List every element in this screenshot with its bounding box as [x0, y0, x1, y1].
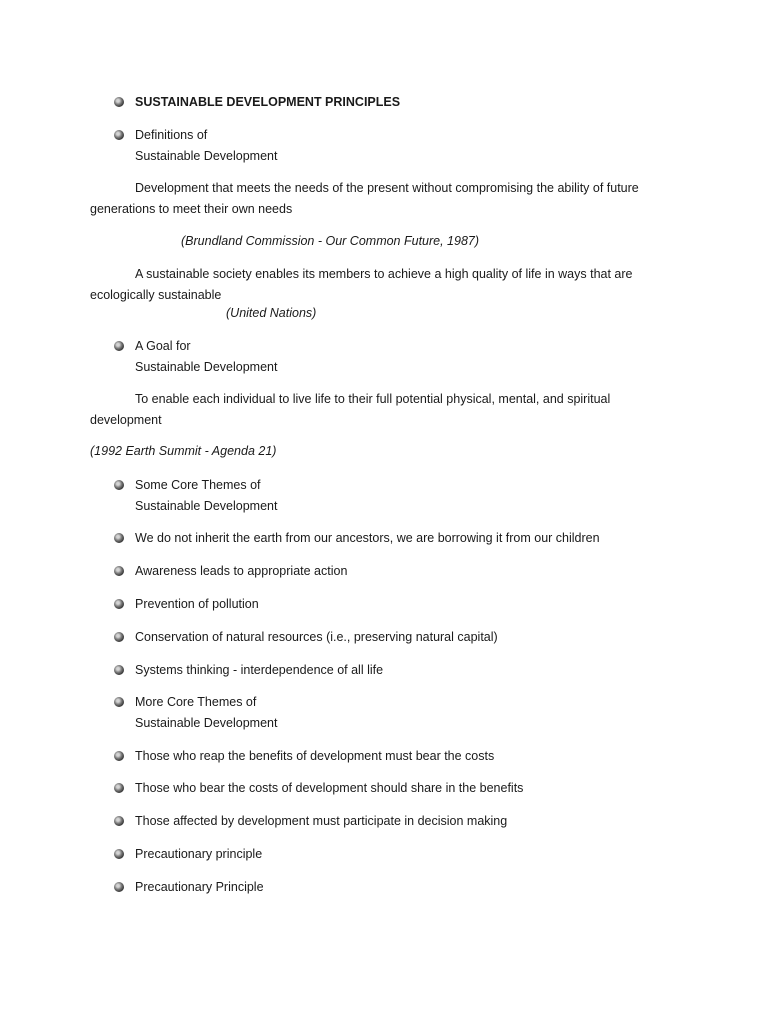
- list-item-text: Systems thinking - interdependence of all life: [135, 663, 384, 677]
- list-item: [135, 528, 600, 549]
- brundtland-source: (Brundland Commission - Our Common Future, 1987): [181, 234, 480, 248]
- document-title: SUSTAINABLE DEVELOPMENT PRINCIPLES: [135, 95, 401, 109]
- bullet-icon: [114, 849, 124, 859]
- document-title-item: [135, 92, 400, 113]
- definitions-heading: [135, 125, 277, 166]
- un-text: A sustainable society enables its members to achieve a high quality of life in ways that are ecologically sustainable: [90, 267, 633, 302]
- bullet-icon: [114, 533, 124, 543]
- list-item: [135, 844, 262, 865]
- goal-text: To enable each individual to live life to their full potential physical, mental, and spiritual development: [90, 392, 611, 427]
- goal-heading: [135, 336, 277, 377]
- bullet-icon: [114, 816, 124, 826]
- list-item-text: Prevention of pollution: [135, 597, 259, 611]
- core-themes-heading-line1: Some Core Themes of: [135, 478, 261, 492]
- more-core-themes-heading-line2: Sustainable Development: [135, 715, 278, 730]
- definitions-heading-line1: Definitions of: [135, 128, 208, 142]
- list-item-text: Those who bear the costs of development should share in the benefits: [135, 781, 524, 795]
- bullet-icon: [114, 697, 124, 707]
- bullet-icon: [114, 599, 124, 609]
- list-item-text: Precautionary Principle: [135, 880, 264, 894]
- list-item: [135, 778, 523, 799]
- more-core-themes-heading-line1: More Core Themes of: [135, 695, 257, 709]
- list-item-text: Those affected by development must participate in decision making: [135, 814, 508, 828]
- list-item-text: Awareness leads to appropriate action: [135, 564, 348, 578]
- bullet-icon: [114, 480, 124, 490]
- bullet-icon: [114, 341, 124, 351]
- bullet-icon: [114, 566, 124, 576]
- brundtland-definition: [90, 178, 680, 219]
- list-item: [135, 746, 494, 767]
- goal-heading-line1: A Goal for: [135, 339, 191, 353]
- bullet-icon: [114, 632, 124, 642]
- bullet-icon: [114, 783, 124, 793]
- list-item: [135, 877, 264, 898]
- un-source: (United Nations): [226, 306, 317, 320]
- bullet-icon: [114, 130, 124, 140]
- list-item-text: Those who reap the benefits of development must bear the costs: [135, 749, 495, 763]
- brundtland-text: Development that meets the needs of the present without compromising the ability of future generations to meet their own needs: [90, 181, 639, 216]
- list-item: [135, 811, 507, 832]
- bullet-icon: [114, 97, 124, 107]
- goal-heading-line2: Sustainable Development: [135, 359, 278, 374]
- list-item-text: Conservation of natural resources (i.e., preserving natural capital): [135, 630, 498, 644]
- goal-statement: [90, 389, 680, 430]
- list-item: [135, 561, 347, 582]
- list-item: [135, 594, 259, 615]
- more-core-themes-heading: [135, 692, 277, 733]
- list-item-text: Precautionary principle: [135, 847, 263, 861]
- bullet-icon: [114, 751, 124, 761]
- core-themes-heading: [135, 475, 277, 516]
- list-item: [135, 627, 498, 648]
- bullet-icon: [114, 665, 124, 675]
- goal-source: (1992 Earth Summit - Agenda 21): [90, 444, 277, 458]
- core-themes-heading-line2: Sustainable Development: [135, 498, 278, 513]
- list-item-text: We do not inherit the earth from our ancestors, we are borrowing it from our children: [135, 531, 600, 545]
- un-definition: [90, 264, 680, 305]
- bullet-icon: [114, 882, 124, 892]
- definitions-heading-line2: Sustainable Development: [135, 148, 278, 163]
- list-item: [135, 660, 383, 681]
